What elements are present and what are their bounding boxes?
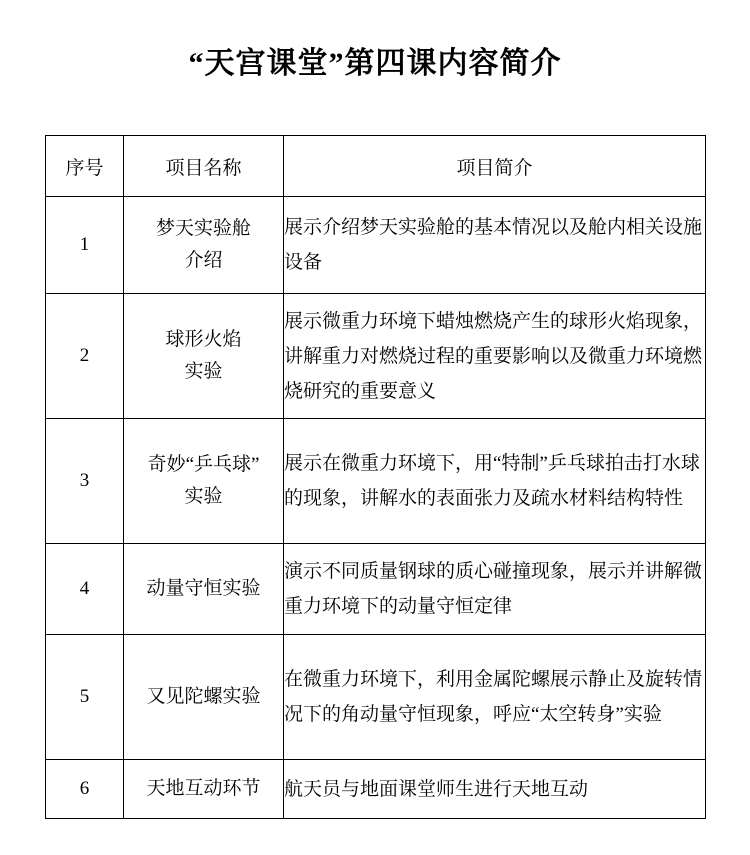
table-header-row xyxy=(46,136,706,197)
cell-description: 在微重力环境下，利用金属陀螺展示静止及旋转情况下的角动量守恒现象，呼应“太空转身”实验 xyxy=(284,635,706,760)
column-header-description: 项目简介 xyxy=(284,136,706,197)
table-body xyxy=(46,197,706,819)
cell-description: 展示微重力环境下蜡烛燃烧产生的球形火焰现象，讲解重力对燃烧过程的重要影响以及微重力环境燃烧研究的重要意义 xyxy=(284,294,706,419)
table-row xyxy=(46,635,706,760)
document-page xyxy=(0,38,750,855)
cell-description: 演示不同质量钢球的质心碰撞现象，展示并讲解微重力环境下的动量守恒定律 xyxy=(284,544,706,635)
cell-description: 展示介绍梦天实验舱的基本情况以及舱内相关设施设备 xyxy=(284,197,706,294)
cell-index: 4 xyxy=(46,544,124,635)
table-row xyxy=(46,419,706,544)
table-header xyxy=(46,136,706,197)
cell-name xyxy=(124,294,284,419)
cell-index: 1 xyxy=(46,197,124,294)
cell-name xyxy=(124,419,284,544)
table-row xyxy=(46,760,706,819)
content-table xyxy=(45,135,706,819)
cell-description: 展示在微重力环境下，用“特制”乒乓球拍击打水球的现象，讲解水的表面张力及疏水材料结构特性 xyxy=(284,419,706,544)
table-container xyxy=(45,135,705,819)
cell-name-line: 球形火焰 xyxy=(165,329,242,350)
column-header-name: 项目名称 xyxy=(124,136,284,197)
cell-name-line: 动量守恒实验 xyxy=(146,578,261,599)
cell-name xyxy=(124,197,284,294)
cell-index: 2 xyxy=(46,294,124,419)
cell-name-line: 天地互动环节 xyxy=(146,778,261,799)
table-row xyxy=(46,294,706,419)
cell-name-line: 实验 xyxy=(184,486,223,507)
cell-name xyxy=(124,635,284,760)
cell-name-line: 梦天实验舱 xyxy=(155,218,251,239)
cell-index: 3 xyxy=(46,419,124,544)
cell-name-line: 实验 xyxy=(184,361,223,382)
cell-name xyxy=(124,544,284,635)
cell-name xyxy=(124,760,284,819)
cell-index: 5 xyxy=(46,635,124,760)
cell-name-line: 又见陀螺实验 xyxy=(146,686,261,707)
table-row xyxy=(46,197,706,294)
cell-name-line: 奇妙“乒乓球” xyxy=(147,454,260,475)
table-row xyxy=(46,544,706,635)
column-header-index: 序号 xyxy=(46,136,124,197)
cell-index: 6 xyxy=(46,760,124,819)
page-title: “天宫课堂”第四课内容简介 xyxy=(188,47,562,80)
cell-name-line: 介绍 xyxy=(184,250,223,271)
cell-description: 航天员与地面课堂师生进行天地互动 xyxy=(284,760,706,819)
